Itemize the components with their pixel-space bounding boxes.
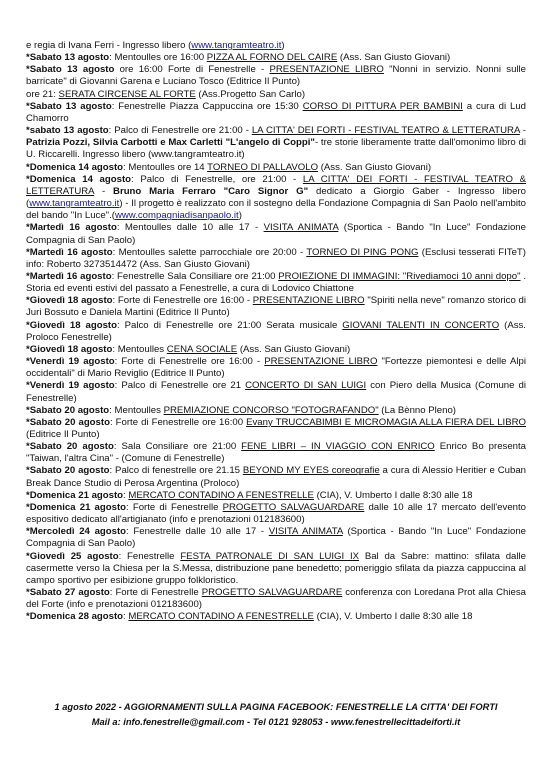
event-title: CENA SOCIALE (166, 343, 238, 355)
event-title: PRESENTAZIONE LIBRO (252, 295, 365, 307)
event-entry (26, 295, 526, 319)
event-date-label: *Sabato 13 agosto (26, 100, 112, 112)
event-text: (Editrice Il Punto) (26, 429, 100, 440)
event-entry (26, 441, 526, 465)
event-text: . Storia ed eventi estivi del passato a Fenestrelle, a cura di Lodovico Chiattone (26, 270, 526, 295)
event-title: FENE LIBRI – IN VIAGGIO CON ENRICO (241, 441, 435, 453)
event-entry (26, 101, 526, 125)
event-text: : Mentoulles (109, 404, 164, 416)
event-entry (26, 587, 526, 611)
event-title: BEYOND MY EYES coreografie (242, 465, 380, 477)
event-entry (26, 502, 526, 526)
event-date-label: *Martedì 16 agosto (26, 270, 112, 282)
event-text: (CIA), V. Umberto I dalle 8:30 alle 18 (313, 489, 473, 501)
event-entry (26, 222, 526, 246)
event-entry (26, 380, 526, 404)
event-text: dalle 10 alle 17 mercato dell'evento espositivo dedicato all'artigianato (info e prenotazioni 012183600) (26, 501, 526, 526)
event-title: CORSO DI PITTURA PER BAMBINI (302, 100, 463, 112)
event-title: PROIEZIONE DI IMMAGINI: "Rivediamoci 10 anni dopo" (278, 270, 521, 282)
event-date-label: *Domenica 28 agosto (26, 611, 124, 623)
event-text: e regia di Ivana Ferri - Ingresso libero ( (26, 40, 192, 51)
footer-contact-line: Mail a: info.fenestrelle@gmail.com - Tel 0121 928053 - www.fenestrellecittadeiforti.it (91, 716, 461, 727)
event-entry (26, 490, 526, 502)
event-date-label: Patrizia Pozzi, Silvia Carbotti e Max Carletti "L'angelo di Coppi" (26, 137, 315, 149)
event-date-label: *Sabato 13 agosto (26, 52, 110, 64)
event-text: dedicato a Giorgio Gaber - Ingresso libero ( (26, 185, 526, 210)
event-text: (La Bènno Pleno) (378, 404, 456, 416)
event-text: (Ass.Progetto San Carlo) (195, 88, 306, 100)
event-text: : Palco di Fenestrelle ore 21:00 - (108, 125, 252, 137)
event-title: PREMIAZIONE CONCORSO "FOTOGRAFANDO" (163, 404, 379, 416)
event-text: conferenza con Loredana Prot alla Chiesa del Forte (info e prenotazioni 012183600) (26, 587, 526, 611)
event-text: : Forte di Fenestrelle ore 16:00 - (112, 295, 253, 307)
event-title: PROGETTO SALVAGUARDARE (201, 587, 343, 599)
footer (26, 700, 526, 729)
event-entry (26, 611, 526, 623)
event-title: PROGETTO SALVAGUARDARE (222, 501, 365, 513)
event-text: : Palco di Fenestrelle ore 21 (114, 380, 246, 392)
event-text: : Palco di fenestrelle ore 21.15 (109, 465, 243, 477)
event-entry (26, 551, 526, 587)
event-title: TORNEO DI PING PONG (306, 246, 419, 258)
event-text: - (94, 185, 114, 197)
event-text: : Fenestrelle Piazza Cappuccina ore 15:30 (111, 100, 303, 112)
event-text: (Ass. San Giusto Giovani) (237, 343, 351, 355)
event-entry (26, 417, 526, 441)
event-date-label: *Sabato 20 agosto (26, 416, 110, 428)
event-date-label: *Giovedì 18 agosto (26, 319, 117, 331)
event-text: : (123, 611, 129, 623)
event-title: MERCATO CONTADINO A FENESTRELLE (128, 489, 314, 501)
website-link[interactable]: www.compagniadisanpaolo.it (114, 210, 239, 222)
event-date-label: *Martedì 16 agosto (26, 222, 117, 234)
event-text: ore 21: (26, 88, 59, 100)
website-link[interactable]: www.tangramteatro.it (29, 198, 120, 210)
event-title: VISITA ANIMATA (268, 526, 343, 538)
event-title: LA CITTA' DEI FORTI - FESTIVAL TEATRO & LETTERATURA (26, 173, 526, 197)
event-text: ) (238, 210, 242, 222)
event-date-label: *Giovedì 18 agosto (26, 295, 113, 307)
event-title: CONCERTO DI SAN LUIGI (245, 380, 367, 392)
event-text: : Mentoulles ore 14 (123, 161, 208, 173)
event-entry (26, 162, 526, 174)
event-text: a cura di Lud Chamorro (26, 100, 527, 124)
event-entry (26, 52, 526, 64)
event-text: (Esclusi tesserati FITeT) info: Roberto 3273514472 (Ass. San Giusto Giovani) (26, 246, 526, 270)
event-date-label: *Sabato 20 agosto (26, 441, 114, 453)
event-entry (26, 344, 526, 356)
event-text: : Forte di Fenestrelle ore 16:00 (109, 416, 247, 428)
event-entry (26, 64, 526, 88)
website-link[interactable]: www.tangramteatro.it (191, 40, 282, 51)
event-text: : Fenestrelle Sala Consiliare ore 21:00 (111, 270, 279, 282)
event-entry (26, 247, 526, 271)
event-title: PIZZA AL FORNO DEL CAIRE (206, 52, 338, 64)
event-text: (Ass. Proloco Fenestrelle) (26, 319, 526, 343)
event-title: PRESENTAZIONE LIBRO (269, 64, 384, 76)
event-date-label: *sabato 13 agosto (26, 125, 109, 137)
event-text: ) (281, 40, 285, 51)
event-text: ) - Il progetto è realizzato con il sostegno della Fondazione Compagnia di San Paolo nell'ambito del bando "In Luce".( (26, 198, 526, 222)
event-text: Bal da Sabre: mattino: sfilata dalle casermette verso la Chiesa per la S.Messa, distribuzione pane benedetto; pomeriggio sfilata da piazza cappuccina al campo sportivo per esibizione gruppo folkloristico. (26, 550, 526, 586)
event-entry (26, 405, 526, 417)
event-entry (26, 356, 526, 380)
event-title: Evany TRUCCABIMBI E MICROMAGIA ALLA FIERA DEL LIBRO (246, 416, 527, 428)
event-entry (26, 320, 526, 344)
event-text: (Ass. San Giusto Giovani) (337, 52, 451, 64)
event-text: - (519, 125, 526, 137)
event-entry (26, 125, 526, 161)
event-date-label: Bruno Maria Ferraro "Caro Signor G" (113, 185, 309, 197)
event-text: : Fenestrelle dalle 10 alle 17 - (126, 526, 269, 538)
event-entry (26, 526, 526, 550)
event-date-label: *Domenica 21 agosto (26, 489, 124, 501)
event-date-label: *Giovedì 18 agosto (26, 343, 113, 355)
event-text: (Ass. San Giusto Giovani) (318, 161, 432, 173)
event-date-label: *Venerdì 19 agosto (26, 356, 115, 368)
event-date-label: *Mercoledì 24 agosto (26, 526, 127, 538)
event-date-label: *Sabato 20 agosto (26, 404, 110, 416)
event-text: : Forte di Fenestrelle ore 16:00 - (114, 356, 265, 368)
event-title: TORNEO DI PALLAVOLO (207, 161, 319, 173)
event-text: : Fenestrelle (118, 550, 181, 562)
event-title: VISITA ANIMATA (263, 222, 339, 234)
event-text: (Sportica - Bando "In Luce" Fondazione Compagnia di San Paolo) (26, 222, 526, 246)
event-text: (CIA), V. Umberto I dalle 8:30 alle 18 (313, 611, 473, 623)
event-date-label: *Domenica 14 agosto (26, 173, 132, 185)
event-text: ore 16:00 Forte di Fenestrelle - (114, 64, 270, 76)
event-date-label: *Sabato 27 agosto (26, 587, 110, 599)
event-text: : Forte di Fenestrelle (109, 587, 202, 599)
event-date-label: *Venerdì 19 agosto (26, 380, 115, 392)
event-text: : Mentoulles salette parrocchiale ore 20:00 - (112, 246, 307, 258)
event-text: : Palco di Fenestrelle, ore 21:00 - (131, 173, 303, 185)
event-date-label: *Martedì 16 agosto (26, 246, 113, 258)
event-text: "Nonni in servizio. Nonni sulle barricate" di Giovanni Garena e Luciano Tosco (Editrice Il Punto) (26, 64, 527, 88)
event-text: : Sala Consiliare ore 21:00 (113, 441, 242, 453)
event-title: LA CITTA' DEI FORTI - FESTIVAL TEATRO & LETTERATURA (251, 125, 520, 137)
event-text: : Mentoulles (112, 343, 167, 355)
event-date-label: *Sabato 20 agosto (26, 465, 110, 477)
event-entry (26, 174, 526, 223)
event-text: "Spiriti nella neve" romanzo storico di Juri Bossuto e Daniela Martini (Editrice Il Punto) (26, 295, 527, 319)
event-entry (26, 465, 526, 489)
event-text: : (123, 489, 129, 501)
event-text: "Fortezze piemontesi e delle Alpi occidentali" di Mario Reviglio (Editrice Il Punto) (26, 356, 527, 380)
event-text: Enrico Bo presenta "Taiwan, l'altra Cina" - (Comune di Fenestrelle) (26, 441, 526, 465)
event-title: SERATA CIRCENSE AL FORTE (58, 88, 196, 100)
event-date-label: *Sabato 13 agosto (26, 64, 115, 76)
event-entry (26, 89, 526, 101)
event-text: : Mentoulles dalle 10 alle 17 - (116, 222, 264, 234)
event-title: GIOVANI TALENTI IN CONCERTO (342, 319, 500, 331)
footer-update-line: 1 agosto 2022 - AGGIORNAMENTI SULLA PAGINA FACEBOOK: FENESTRELLE LA CITTA' DEI FORTI (54, 702, 498, 712)
event-text: : Forte di Fenestrelle (126, 501, 223, 513)
event-text: - tre storie liberamente tratte dall'omonimo libro di U. Riccarelli. Ingresso libero (www.tangramteatro.it) (26, 137, 526, 161)
event-title: PRESENTAZIONE LIBRO (264, 356, 378, 368)
event-date-label: *Giovedì 25 agosto (26, 550, 119, 562)
event-title: MERCATO CONTADINO A FENESTRELLE (128, 611, 314, 623)
event-title: FESTA PATRONALE DI SAN LUIGI IX (180, 550, 360, 562)
event-listing (26, 40, 526, 624)
event-entry (26, 271, 526, 295)
event-entry (26, 40, 526, 52)
event-text: : Palco di Fenestrelle ore 21:00 Serata musicale (116, 319, 343, 331)
event-date-label: *Domenica 21 agosto (26, 501, 127, 513)
event-text: con Piero della Musica (Comune di Fenestrelle) (26, 380, 526, 404)
event-text: (Sportica - Bando "In Luce" Fondazione Compagnia di San Paolo) (26, 526, 526, 550)
event-date-label: *Domenica 14 agosto (26, 161, 124, 173)
event-text: : Mentoulles ore 16:00 (109, 52, 207, 64)
event-text: a cura di Alessio Heritier e Cuban Break Dance Studio di Perosa Argentina (Proloco) (26, 465, 527, 489)
